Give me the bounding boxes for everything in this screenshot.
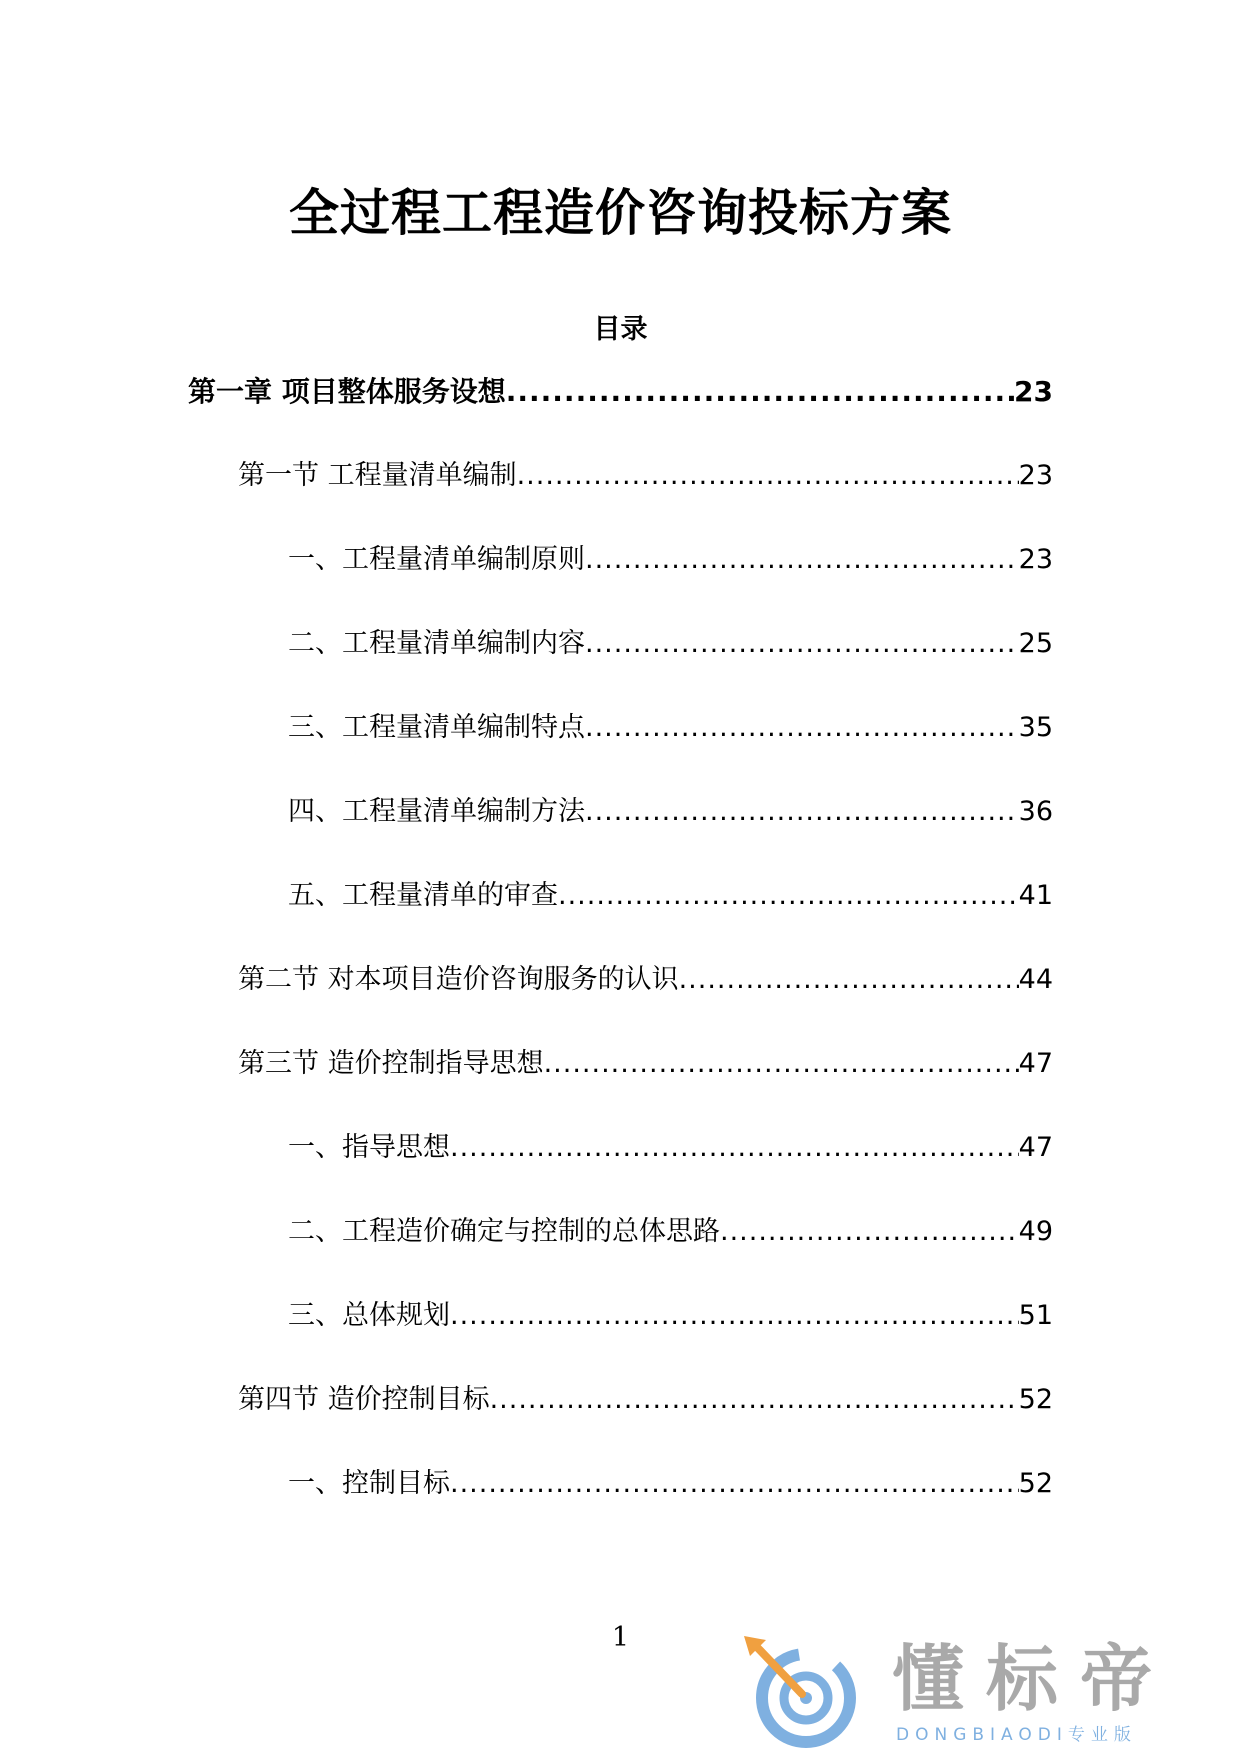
target-arrow-icon xyxy=(740,1632,870,1750)
toc-leader-dots xyxy=(544,1044,1019,1084)
toc-entry-page: 41 xyxy=(1018,880,1053,911)
toc-entry[interactable] xyxy=(288,1212,1053,1252)
toc-entry[interactable] xyxy=(288,540,1053,580)
toc-entry-page: 23 xyxy=(1018,544,1053,575)
toc-entry-text: 第一章 项目整体服务设想 xyxy=(188,375,506,408)
toc-entry[interactable] xyxy=(238,960,1053,1000)
toc-entry-page: 44 xyxy=(1018,964,1053,995)
toc-leader-dots xyxy=(585,624,1019,664)
toc-entry-page: 23 xyxy=(1014,375,1053,408)
toc-leader-dots xyxy=(490,1380,1019,1420)
toc-leader-dots xyxy=(585,708,1019,748)
toc-entry-text: 三、总体规划 xyxy=(288,1300,450,1331)
toc-leader-dots xyxy=(517,456,1019,496)
toc-entry-text: 第三节 造价控制指导思想 xyxy=(238,1048,544,1079)
toc-entry-text: 第二节 对本项目造价咨询服务的认识 xyxy=(238,964,679,995)
toc-leader-dots xyxy=(585,540,1019,580)
toc-entry-text: 二、工程量清单编制内容 xyxy=(288,628,585,659)
watermark-subtitle: DONGBIAODI专业版 xyxy=(896,1725,1137,1745)
toc-entry[interactable] xyxy=(288,708,1053,748)
toc-entry[interactable] xyxy=(238,1380,1053,1420)
toc-entry[interactable] xyxy=(288,1296,1053,1336)
toc-entry[interactable] xyxy=(288,624,1053,664)
toc-entry-page: 51 xyxy=(1018,1300,1053,1331)
toc-entry[interactable] xyxy=(288,1128,1053,1168)
toc-leader-dots xyxy=(506,372,1014,412)
toc-entry[interactable] xyxy=(238,456,1053,496)
toc-entry-text: 五、工程量清单的审查 xyxy=(288,880,558,911)
toc-entry-text: 一、工程量清单编制原则 xyxy=(288,544,585,575)
toc-entry-text: 四、工程量清单编制方法 xyxy=(288,796,585,827)
toc-entry-page: 49 xyxy=(1018,1216,1053,1247)
toc-entry-page: 35 xyxy=(1018,712,1053,743)
toc-entry-page: 47 xyxy=(1018,1132,1053,1163)
toc-entry[interactable] xyxy=(238,1044,1053,1084)
toc-entry-text: 第一节 工程量清单编制 xyxy=(238,460,517,491)
toc-heading: 目录 xyxy=(593,314,648,345)
toc-leader-dots xyxy=(450,1296,1019,1336)
watermark xyxy=(740,1632,1220,1750)
toc-leader-dots xyxy=(558,876,1019,916)
toc-leader-dots xyxy=(679,960,1019,1000)
toc-leader-dots xyxy=(450,1128,1019,1168)
toc-entry[interactable] xyxy=(188,372,1053,412)
toc-entry-text: 第四节 造价控制目标 xyxy=(238,1384,490,1415)
toc-entry-page: 47 xyxy=(1018,1048,1053,1079)
watermark-name: 懂标帝 xyxy=(892,1637,1175,1721)
toc-leader-dots xyxy=(585,792,1019,832)
toc-entry-page: 23 xyxy=(1018,460,1053,491)
toc-entry[interactable] xyxy=(288,876,1053,916)
toc-entry-text: 一、指导思想 xyxy=(288,1132,450,1163)
toc-leader-dots xyxy=(720,1212,1019,1252)
toc-entry-page: 36 xyxy=(1018,796,1053,827)
toc-entry[interactable] xyxy=(288,792,1053,832)
toc-entry-text: 一、控制目标 xyxy=(288,1468,450,1499)
toc-leader-dots xyxy=(450,1464,1019,1504)
toc-entry-page: 52 xyxy=(1018,1384,1053,1415)
toc-entry-page: 25 xyxy=(1018,628,1053,659)
toc-entry[interactable] xyxy=(288,1464,1053,1504)
toc-entry-text: 三、工程量清单编制特点 xyxy=(288,712,585,743)
page-number: 1 xyxy=(611,1622,630,1653)
page-title: 全过程工程造价咨询投标方案 xyxy=(289,184,952,242)
toc-entry-page: 52 xyxy=(1018,1468,1053,1499)
toc-entry-text: 二、工程造价确定与控制的总体思路 xyxy=(288,1216,720,1247)
